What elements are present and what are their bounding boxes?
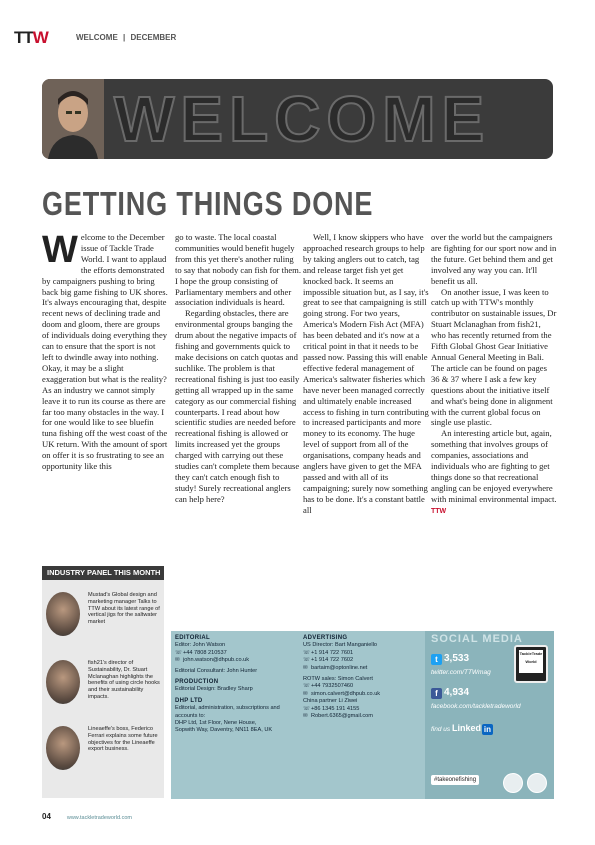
paragraph: elcome to the December issue of Tackle Trade World. I want to applaud the efforts demonstrated by campaigners pushing to bring back big game fishing to UK shores. It's always encouraging that, despite recent news of declining trade and doom and gloom, there are groups of individuals doing everything they can to ensure that the sport is not left to dwindle away into nothing. Okay, it may be a slight exaggeration but what is the reality? As an industry we cannot simply leave it to run its course as there are far too many obstacles in the way. I for one would like to see bluefin tuna fishing off the west coast of the UK return. With the amount of sport on offer it is so frustrating to see an opportunity like this (42, 232, 168, 472)
email-icon: ✉ (303, 664, 308, 671)
page-footer (42, 812, 132, 821)
welcome-banner (42, 79, 553, 159)
email-icon: ✉ (175, 657, 180, 664)
breadcrumb (76, 33, 176, 42)
paragraph: On another issue, I was keen to catch up with TTW's monthly contributor on sustainable issues, Dr Stuart Mclanaghan from fish21, who has recently returned from the Fifth Global Ghost Gear Initiative Annual General Meeting in Bali. The article can be found on pages 36 & 37 where I ask a few key questions about the initiative itself and what's being done in alignment with the current global focus on single use plastic. (431, 286, 557, 428)
linkedin-prefix: find us (431, 726, 451, 733)
masthead-advertising-column (303, 635, 423, 720)
china-email[interactable]: Robert.6365@gmail.com (311, 713, 373, 720)
masthead-footer (171, 631, 554, 799)
editorial-consultant: Editorial Consultant: John Hunter (175, 667, 258, 674)
publisher-line: DHP Ltd, 1st Floor, Nene House, (175, 720, 257, 727)
page-number: 04 (42, 812, 51, 821)
publisher-line: Sopwith Way, Daventry, NN11 8EA, UK (175, 727, 273, 734)
panel-item-text: Mustad's Global design and marketing manager Talks to TTW about its latest range of vertical jigs for the saltwater market (88, 592, 160, 626)
panel-item-text: fish21's director of Sustainability, Dr. Stuart Mclanaghan highlights the benefits of using circle hooks and their sustainability impacts. (88, 660, 160, 700)
paragraph: Well, I know skippers who have approached research groups to help by taking anglers out to catch, tag and release target fish yet get knocked back. It seems an impossible situation but, as I say, it's great to see that campaigning is still going strong. For two years, America's Modern Fish Act (MFA) has been debated and it's now at a critical point in that it needs to be passed now. Passing this will enable effective federal management of America's saltwater fisheries which have never been managed correctly and ultimately enable increased access to fishing in turn contributing to increased participants and more money to its economy. The huge level of support from all of the organisations, company heads and anglers have given to get the MFA passed and with all of its campaigning; surely now something has to be done. It's a constant battle all (303, 232, 429, 515)
panel-item[interactable] (46, 726, 162, 778)
editor-name: Editor: John Watson (175, 642, 226, 649)
paragraph: over the world but the campaigners are fighting for our sport now and in the future. Get behind them and get involved any way you can. It'll benefit us all. (431, 232, 557, 286)
paragraph: go to waste. The local coastal communities would benefit hugely from this yet there's another ruling to say that nobody can fish for them. I hope the group consisting of Parliamentary members and other association individuals is heard. (175, 232, 302, 308)
email-icon: ✉ (303, 690, 308, 697)
twitter-icon: t (431, 654, 442, 665)
drop-cap: W (42, 229, 78, 271)
article-column-3 (303, 232, 429, 516)
editor-email[interactable]: john.watson@dhpub.co.uk (183, 657, 250, 664)
social-media-panel (425, 631, 554, 799)
phone-icon: ☏ (303, 705, 310, 712)
end-mark: TTW (431, 507, 447, 515)
panel-item-text: Lineaeffe's boss, Federico Ferrari explains some future objectives for the Lineaeffe export business. (88, 726, 158, 753)
editorial-heading: EDITORIAL (175, 635, 210, 641)
us-phone[interactable]: +1 914 722 7602 (311, 657, 354, 664)
phone-icon: ☏ (175, 649, 182, 656)
facebook-count: 4,934 (444, 687, 470, 698)
twitter-count-row[interactable] (431, 653, 469, 665)
panel-item[interactable] (46, 660, 162, 712)
twitter-count: 3,533 (444, 653, 470, 664)
industry-panel (42, 566, 164, 798)
section-label: WELCOME (76, 33, 118, 42)
linkedin-row[interactable] (431, 723, 495, 735)
twitter-handle[interactable]: twitter.com/TTWmag (431, 669, 491, 676)
editor-phone[interactable]: +44 7808 210537 (183, 649, 227, 656)
panel-item[interactable] (46, 592, 162, 644)
article-column-2 (175, 232, 301, 505)
social-media-title: SOCIAL MEDIA (431, 633, 523, 645)
ttw-logo: TTW (14, 28, 48, 47)
avatar (46, 592, 80, 636)
rotw-email[interactable]: simon.calvert@dhpub.co.uk (311, 690, 381, 697)
hashtag-label: #takeonefishing (431, 775, 479, 785)
phone-icon: ☏ (303, 657, 310, 664)
linkedin-word: Linked (451, 723, 481, 733)
device-label: TackleTrade World (519, 650, 543, 673)
avatar (46, 660, 80, 704)
linkedin-icon: in (483, 724, 492, 734)
banner-title: WELCOME (114, 83, 491, 155)
article-column-1 (42, 229, 168, 472)
editorial-design: Editorial Design: Bradley Sharp (175, 686, 253, 693)
rotw-sales: ROTW sales: Simon Calvert (303, 676, 373, 683)
us-phone[interactable]: +1 914 722 7601 (311, 649, 354, 656)
china-partner: China partner Li Ziwei (303, 698, 358, 705)
facebook-url[interactable]: facebook.com/tackletradeworld (431, 703, 521, 710)
paragraph: An interesting article but, again, something that involves groups of companies, associations and individuals who are fighting to get things done so that recreational angling can be enjoyed everywhere with minimal environmental impact. (431, 428, 557, 504)
rotw-phone[interactable]: +44 7932507460 (311, 683, 354, 690)
paragraph: Regarding obstacles, there are environmental groups banging the drum about the negative impacts of fishing and governments quick to make decisions on catch quotas and suchlike. The problem is that recreational fishing is just too easily getting all wrapped up in the same category as our commercial fishing counterparts. I read about how scientific studies are needed before recreational fishing is allowed or limits increased yet the groups charged with carrying out these studies can't complete them because they can't catch enough fish to study! Surely recreational anglers can help here? (175, 308, 300, 504)
industry-panel-title: INDUSTRY PANEL THIS MONTH (42, 566, 164, 580)
phone-icon: ☏ (303, 683, 310, 690)
us-director: US Director: Bart Manganiello (303, 642, 377, 649)
phone-icon: ☏ (303, 649, 310, 656)
production-heading: PRODUCTION (175, 679, 219, 686)
article-column-4 (431, 232, 557, 518)
association-badge-icon (527, 773, 547, 793)
facebook-count-row[interactable] (431, 687, 469, 699)
association-badge-icon (503, 773, 523, 793)
publisher-line: Editorial, administration, subscriptions and (175, 705, 280, 712)
editor-photo (42, 79, 104, 159)
article-headline: GETTING THINGS DONE (42, 185, 374, 222)
portrait-image (42, 79, 104, 159)
avatar (46, 726, 80, 770)
website-url[interactable]: www.tackletradeworld.com (66, 815, 132, 821)
issue-label: DECEMBER (130, 33, 177, 42)
breadcrumb-separator: | (123, 33, 126, 42)
facebook-icon: f (431, 688, 442, 699)
masthead-left-column (175, 635, 297, 735)
us-email[interactable]: bartaim@optonline.net (311, 664, 368, 671)
china-phone[interactable]: +86 1345 191 4155 (311, 705, 360, 712)
advertising-heading: ADVERTISING (303, 635, 348, 641)
tablet-icon (514, 645, 548, 683)
publisher-line: accounts to: (175, 712, 206, 719)
publisher-heading: DHP LTD (175, 697, 203, 704)
email-icon: ✉ (303, 713, 308, 720)
